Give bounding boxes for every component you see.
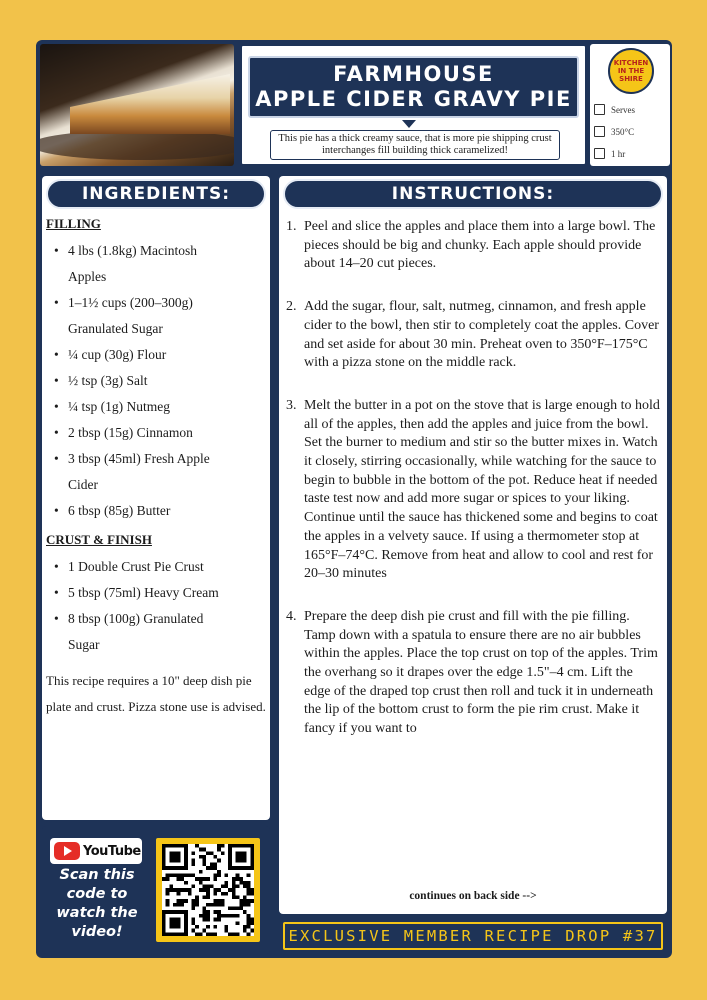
clock-icon: [594, 148, 605, 159]
step-text: Peel and slice the apples and place them into a large bowl. The pieces should be big and chunky. Each apple should provide about 14–20 cut pieces.: [304, 219, 656, 272]
instructions-heading: INSTRUCTIONS:: [283, 179, 663, 209]
time-row: [594, 148, 625, 159]
crust-label: CRUST & FINISH: [46, 532, 152, 547]
kitchen-logo: [608, 48, 654, 94]
servings-text: Serves: [611, 104, 635, 115]
ingredients-heading: INGREDIENTS:: [46, 179, 266, 209]
list-item: Apples: [68, 269, 107, 284]
list-item: Sugar: [68, 637, 100, 652]
list-item: • 4 lbs (1.8kg) Macintosh: [46, 238, 268, 264]
list-item: • 2 tbsp (15g) Cinnamon: [46, 420, 268, 446]
qr-code-icon: [162, 844, 254, 936]
exclusive-banner: EXCLUSIVE MEMBER RECIPE DROP #37: [283, 922, 663, 950]
logo-line-3: SHIRE: [619, 75, 643, 83]
list-item: • ½ tsp (3g) Salt: [46, 368, 268, 394]
pie-photo: [40, 44, 234, 166]
list-item: • 3 tbsp (45ml) Fresh Apple: [46, 446, 268, 472]
title-line-1: FARMHOUSE: [333, 62, 494, 86]
list-item: • 1–1½ cups (200–300g): [46, 290, 268, 316]
youtube-badge[interactable]: [50, 838, 142, 864]
recipe-title: [248, 56, 579, 118]
list-item: Granulated Sugar: [68, 321, 163, 336]
list-item: • 8 tbsp (100g) Granulated: [46, 606, 268, 632]
qr-code[interactable]: [156, 838, 260, 942]
list-item: 2. Add the sugar, flour, salt, nutmeg, cinnamon, and fresh apple cider to the bowl, then stir to completely coat the apples. Cover and set aside for about 30 min. Preheat oven to 350°F–175°C with a pizza stone on the middle rack.: [286, 299, 659, 371]
filling-label: FILLING: [46, 216, 101, 231]
title-line-2: APPLE CIDER GRAVY PIE: [255, 87, 572, 111]
servings-icon: [594, 104, 605, 115]
list-item: • ¼ cup (30g) Flour: [46, 342, 268, 368]
list-item: • 5 tbsp (75ml) Heavy Cream: [46, 580, 268, 606]
step-text: Melt the butter in a pot on the stove that is large enough to hold all of the apples, then add the apples and juice from the bowl. Set the burner to medium and stir so the butter mixes in. Watch it closely, stirring occasionally, while watching for the sauce to begin to bubble in the bottom of the pot. Reduce heat if needed taste test now and add more sugar or spices to your liking. Continue until the sauce has thickened some and begins to coat the apples in a velvety sauce. If using a thermometer stop at 165°F–74°C. Remove from heat and allow to cool and rest for 20–30 minutes: [304, 397, 660, 582]
step-text: Add the sugar, flour, salt, nutmeg, cinnamon, and fresh apple cider to the bowl, then stir to completely coat the apples. Cover and set aside for about 30 min. Preheat oven to 350°F–175°C with a pizza stone on the middle rack.: [304, 299, 659, 371]
step-text: Prepare the deep dish pie crust and fill with the pie filling. Tamp down with a spatula to ensure there are no air bubbles within the apples. Place the top crust on top of the apples. Trim the overhang so it drapes over the edge 1.5"–4 cm. Lift the edge of the draped top crust then roll and tuck it in underneath the lip of the bottom crust to form the pie rim crust. Make it fancy if you want to: [304, 608, 658, 737]
temperature-row: [594, 126, 634, 137]
continues-note: continues on back side -->: [409, 890, 537, 902]
instruction-steps: [286, 218, 662, 763]
servings-row: [594, 104, 635, 115]
youtube-play-icon: [54, 842, 80, 860]
list-item: • 1 Double Crust Pie Crust: [46, 554, 268, 580]
oven-icon: [594, 126, 605, 137]
recipe-subtitle: This pie has a thick creamy sauce, that is more pie shipping crust interchanges fill building thick caramelized!: [270, 130, 560, 160]
list-item: • ¼ tsp (1g) Nutmeg: [46, 394, 268, 420]
temperature-text: 350°C: [611, 126, 635, 137]
logo-line-2: IN THE: [617, 67, 645, 75]
time-text: 1 hr: [611, 148, 626, 159]
ingredients-list: [46, 216, 268, 720]
list-item: Cider: [68, 477, 98, 492]
list-item: 4. Prepare the deep dish pie crust and fill with the pie filling. Tamp down with a spatula to ensure there are no air bubbles within the apples. Place the top crust on top of the apples. Trim the overhang so it drapes over the edge 1.5"–4 cm. Lift the edge of the draped top crust then roll and tuck it in underneath the lip of the bottom crust to form the pie rim crust. Make it fancy if you want to: [286, 608, 658, 737]
scan-prompt: Scan this code to watch the video!: [56, 867, 138, 940]
logo-line-1: KITCHEN: [613, 59, 649, 67]
crust-items: [46, 554, 268, 658]
list-item: 1. Peel and slice the apples and place them into a large bowl. The pieces should be big and chunky. Each apple should provide about 14–20 cut pieces.: [286, 219, 656, 272]
title-panel: [240, 44, 587, 166]
youtube-wordmark: YouTube: [83, 843, 141, 859]
info-panel: [590, 44, 670, 166]
list-item: • 6 tbsp (85g) Butter: [46, 498, 268, 524]
notch-icon: [402, 120, 416, 128]
filling-items: [46, 238, 268, 524]
list-item: 3. Melt the butter in a pot on the stove that is large enough to hold all of the apples, then add the apples and juice from the bowl. Set the burner to medium and stir so the butter mixes in. Watch it closely, stirring occasionally, while watching for the sauce to begin to bubble in the bottom of the pot. Reduce heat if needed taste test now and add more sugar or spices to your liking. Continue until the sauce has thickened some and begins to coat the apples in a velvety sauce. If using a thermometer stop at 165°F–74°C. Remove from heat and allow to cool and rest for 20–30 minutes: [286, 397, 660, 582]
equipment-note: This recipe requires a 10" deep dish pie plate and crust. Pizza stone use is advised.: [46, 673, 266, 714]
